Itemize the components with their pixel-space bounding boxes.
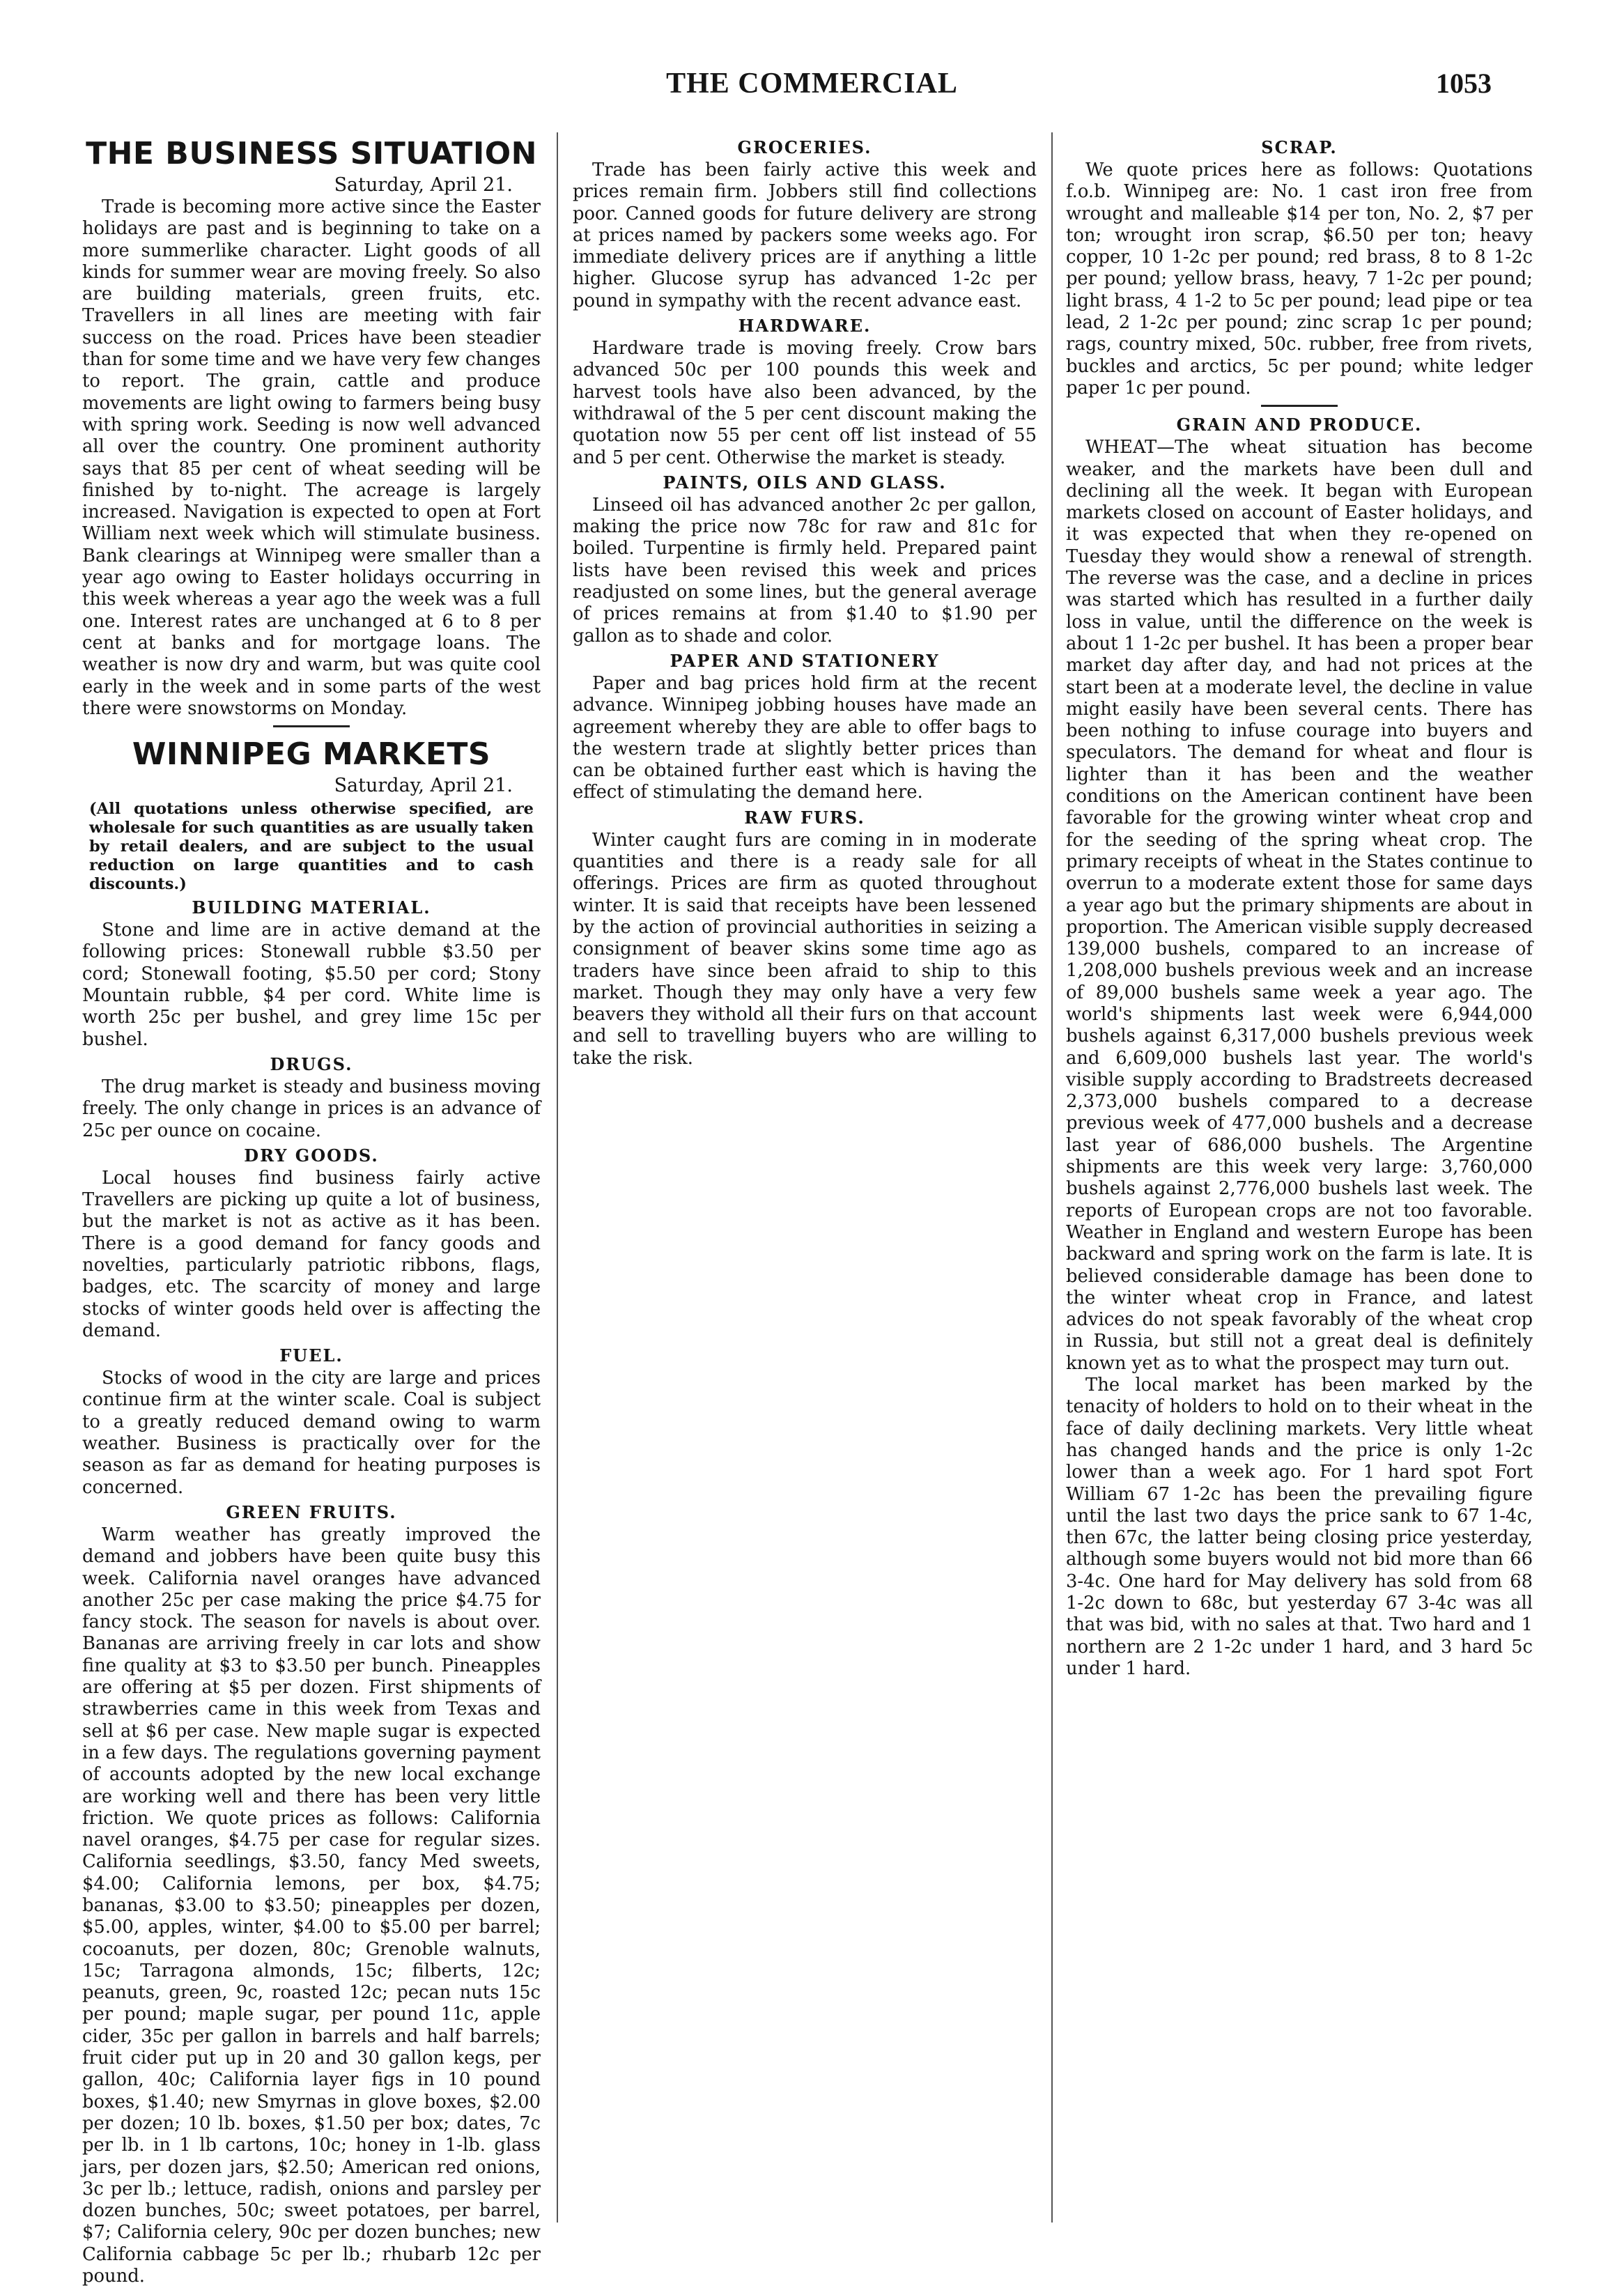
- business-situation-body: Trade is becoming more active since the Easter holidays are past and is beginning to take on a more summerlike character. Light goods of all kinds for summer wear are moving freely. So also are building materials, green fruits, etc. Travellers in all lines are meeting with fair success on the road. Prices have been steadier than for some time and we have very few changes to report. The grain, cattle and produce movements are light owing to farmers being busy with spring work. Seeding is now well advanced all over the country. One prominent authority says that 85 per cent of wheat seeding will be finished by to-night. The acreage is largely increased. Navigation is expected to open at Fort William next week which will stimulate business. Bank clearings at Winnipeg were smaller than a year ago owing to Easter holidays occurring in this week whereas a year ago the week was a full one. Interest rates are unchanged at 6 to 8 per cent at banks and for mortgage loans. The weather is now dry and warm, but was quite cool early in the week and in some parts of the west there were snowstorms on Monday.: [82, 196, 541, 719]
- scrap-body: We quote prices here as follows: Quotations f.o.b. Winnipeg are: No. 1 cast iron free from wrought and malleable $14 per ton, No. 2, $7 per ton; wrought iron scrap, $6.50 per ton; heavy copper, 10 1-2c per pound; red brass, 8 to 8 1-2c per pound; yellow brass, heavy, 7 1-2c per pound; light brass, 4 1-2 to 5c per pound; lead pipe or tea lead, 2 1-2c per pound; zinc scrap 1c per pound; rags, country mixed, 50c. rubber, free from rivets, buckles and arctics, 5c per pound; white ledger paper 1c per pound.: [1066, 160, 1533, 399]
- raw-furs-body: Winter caught furs are coming in in moderate quantities and there is a ready sale for all offerings. Prices are firm as quoted throughout winter. It is said that receipts have been lessened by the action of provincial authorities in seizing a consignment of beaver skins some time ago as traders have since been afraid to ship to this market. Though they may only have a very few beavers they withold all their furs on that account and sell to travelling buyers who are willing to take the risk.: [573, 829, 1037, 1069]
- column-rule: [1051, 132, 1053, 2223]
- column-rule: [557, 132, 558, 2223]
- green-fruits-body: Warm weather has greatly improved the demand and jobbers have been quite busy this week. California navel oranges have advanced another 25c per case making the price $4.75 for fancy stock. The season for navels is about over. Bananas are arriving freely in car lots and show fine quality at $3 to $3.50 per bunch. Pineapples are offering at $5 per dozen. First shipments of strawberries came in this week from Texas and sell at $6 per case. New maple sugar is expected in a few days. The regulations governing payment of accounts adopted by the new local exchange are working well and there has been very little friction. We quote prices as follows: California navel oranges, $4.75 per case for regular sizes. California seedlings, $3.50, fancy Med sweets, $4.00; California lemons, per box, $4.75; bananas, $3.00 to $3.50; pineapples per dozen, $5.00, apples, winter, $4.00 to $5.00 per barrel; cocoanuts, per dozen, 80c; Grenoble walnuts, 15c; Tarragona almonds, 15c; filberts, 12c; peanuts, green, 9c, roasted 12c; pecan nuts 15c per pound; maple sugar, per pound 11c, apple cider, 35c per gallon in barrels and half barrels; fruit cider put up in 20 and 30 gallon kegs, per gallon, 40c; California layer figs in 10 pound boxes, $1.40; new Smyrnas in glove boxes, $2.00 per dozen; 10 lb. boxes, $1.50 per box; dates, 7c per lb. in 1 lb cartons, 10c; honey in 1-lb. glass jars, per dozen jars, $2.50; American red onions, 3c per lb.; lettuce, radish, onions and parsley per dozen bunches, 50c; sweet potatoes, per barrel, $7; California celery, 90c per dozen bunches; new California cabbage 5c per lb.; rhubarb 12c per pound.: [82, 1524, 541, 2287]
- dry-goods-body: Local houses find business fairly active Travellers are picking up quite a lot of business, but the market is not as active as it has been. There is a good demand for fancy goods and novelties, particularly patriotic ribbons, flags, badges, etc. The scarcity of money and large stocks of winter goods held over is affecting the demand.: [82, 1167, 541, 1341]
- scrap-heading: SCRAP.: [1261, 137, 1338, 157]
- hardware-heading: HARDWARE.: [738, 316, 872, 337]
- column-left: [82, 134, 541, 2287]
- paints-body: Linseed oil has advanced another 2c per gallon, making the price now 78c for raw and 81c for boiled. Turpentine is firmly held. Prepared paint lists have been revised this week and prices readjusted on some lines, but the general average of prices remains at from $1.40 to $1.90 per gallon as to shade and color.: [573, 494, 1037, 647]
- grain-body-local: The local market has been marked by the tenacity of holders to hold on to their wheat in the face of daily declining markets. Very little wheat has changed hands and the price is only 1-2c lower than a week ago. For 1 hard spot Fort William 67 1-2c has been the prevailing figure until the last two days the price sank to 67 1-4c, then 67c, the latter being closing price yesterday, although some buyers would not bid more than 66 3-4c. One hard for May delivery has sold from 68 1-2c down to 68c, but yesterday 67 3-4c was all that was bid, with no sales at that. Two hard and 1 northern are 2 1-2c under 1 hard, and 3 hard 5c under 1 hard.: [1066, 1375, 1533, 1679]
- building-material-body: Stone and lime are in active demand at the following prices: Stonewall rubble $3.50 per cord; Stonewall footing, $5.50 per cord; Stony Mountain rubble, $4 per cord. White lime is worth 25c per bushel, and grey lime 15c per bushel.: [82, 920, 541, 1050]
- paper-heading: PAPER AND STATIONERY: [670, 650, 940, 671]
- drugs-heading: DRUGS.: [270, 1053, 353, 1074]
- building-material-heading: BUILDING MATERIAL.: [192, 897, 431, 918]
- hardware-body: Hardware trade is moving freely. Crow bars advanced 50c per 100 pounds this week and harvest tools have also been advanced, by the withdrawal of the 5 per cent discount making the quotation now 55 per cent off list instead of 55 and 5 per cent. Otherwise the market is steady.: [573, 338, 1037, 468]
- winnipeg-markets-heading: WINNIPEG MARKETS: [132, 736, 491, 773]
- divider: [1261, 405, 1338, 407]
- drugs-body: The drug market is steady and business moving freely. The only change in prices is an advance of 25c per ounce on cocaine.: [82, 1076, 541, 1141]
- masthead-title: THE COMMERCIAL: [666, 68, 958, 100]
- quotations-note: (All quotations unless otherwise specified, are wholesale for such quantities as are usually taken by retail dealers, and are subject to the usual reduction on large quantities and to cash discounts.): [89, 800, 534, 894]
- page-number: 1053: [1436, 68, 1492, 99]
- business-situation-dateline: Saturday, April 21.: [334, 174, 513, 196]
- masthead: [0, 67, 1624, 116]
- raw-furs-heading: RAW FURS.: [744, 807, 865, 828]
- green-fruits-heading: GREEN FRUITS.: [226, 1501, 397, 1522]
- paper-body: Paper and bag prices hold firm at the recent advance. Winnipeg jobbing houses have made an agreement whereby they are able to offer bags to the western trade at slightly better prices than can be obtained further east which is having the effect of stimulating the demand here.: [573, 672, 1037, 803]
- column-middle: [573, 134, 1037, 2238]
- paints-heading: PAINTS, OILS AND GLASS.: [663, 472, 947, 493]
- divider: [273, 725, 350, 727]
- business-situation-heading: THE BUSINESS SITUATION: [86, 136, 537, 171]
- column-right: [1066, 134, 1533, 2238]
- grain-body: WHEAT—The wheat situation has become weaker, and the markets have been dull and declining all the week. It began with European markets closed on account of Easter holidays, and it was expected that when they re-opened on Tuesday they would show a renewal of strength. The reverse was the case, and a decline in prices was started which has resulted in a further daily loss in value, until the difference on the week is about 1 1-2c per bushel. It has been a proper bear market day after day, and had not prices at the start been at a moderate level, the decline in value might easily have been several cents. There has been nothing to infuse courage into buyers and speculators. The demand for wheat and flour is lighter than it has been and the weather conditions on the American continent have been favorable for the growing winter wheat crop and for the seeding of the spring wheat crop. The primary receipts of wheat in the States continue to overrun to a moderate extent those for same days a year ago but the primary shipments are about in proportion. The American visible supply decreased 139,000 bushels, compared to an increase of 1,208,000 bushels previous week and an increase of 89,000 bushels same week a year ago. The world's shipments last week were 6,944,000 bushels against 6,317,000 bushels previous week and 6,609,000 bushels last year. The world's visible supply according to Bradstreets decreased 2,373,000 bushels compared to a decrease previous week of 477,000 bushels and a decrease last year of 686,000 bushels. The Argentine shipments are this week very large: 3,760,000 bushels against 2,776,000 bushels last week. The reports of European crops are not too favorable. Weather in England and western Europe has been backward and spring work on the farm is late. It is believed considerable damage has been done to the winter wheat crop in France, and latest advices do not speak favorably of the wheat crop in Russia, but still not a great deal is definitely known yet as to what the prospect may turn out.: [1066, 437, 1533, 1374]
- fuel-heading: FUEL.: [279, 1345, 343, 1366]
- fuel-body: Stocks of wood in the city are large and prices continue firm at the winter scale. Coal is subject to a greatly reduced demand owing to warm weather. Business is practically over for the season as far as demand for heating purposes is concerned.: [82, 1368, 541, 1498]
- groceries-heading: GROCERIES.: [737, 137, 872, 157]
- winnipeg-markets-dateline: Saturday, April 21.: [334, 775, 513, 797]
- groceries-body: Trade has been fairly active this week and prices remain firm. Jobbers still find collections poor. Canned goods for future delivery are strong at prices named by packers some weeks ago. For immediate delivery prices are if anything a little higher. Glucose syrup has advanced 1-2c per pound in sympathy with the recent advance east.: [573, 160, 1037, 311]
- grain-heading: GRAIN AND PRODUCE.: [1176, 415, 1423, 435]
- dry-goods-heading: DRY GOODS.: [244, 1145, 379, 1166]
